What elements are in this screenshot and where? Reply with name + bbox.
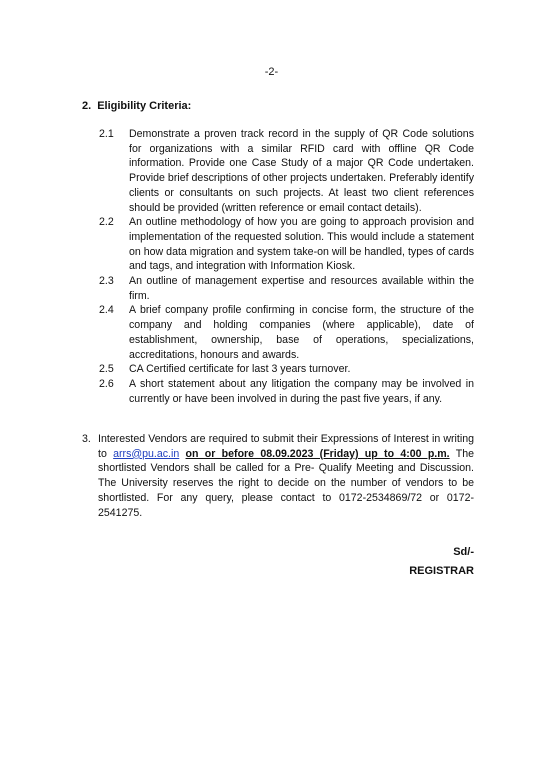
paragraph-body — [98, 432, 474, 520]
criteria-text: An outline of management expertise and resources available within the firm. — [129, 275, 474, 302]
criteria-item — [99, 127, 474, 215]
criteria-text: A short statement about any litigation the company may be involved in currently or have been involved in during the past five years, if any. — [129, 377, 474, 405]
criteria-number: 2.4 — [99, 304, 114, 317]
criteria-item — [99, 274, 474, 303]
paragraph-intro: Interested Vendors are required to submit their Expressions of Interest in writing to — [98, 433, 474, 460]
criteria-item — [99, 303, 474, 362]
signature-title: REGISTRAR — [409, 565, 474, 577]
signature-sd: Sd/- — [453, 546, 474, 558]
criteria-text: Demonstrate a proven track record in the supply of QR Code solutions for organizations with a similar RFID card with offline QR Code information. Provide one Case Study of a major QR Code undertaken. Provide brief descriptions of other projects undertaken. Preferably identify clients or consultants on such projects. At least two client references should be provided (written reference or email contact details). — [129, 128, 474, 214]
submission-deadline: on or before 08.09.2023 (Friday) up to 4:00 p.m. — [185, 447, 450, 460]
criteria-list — [99, 127, 474, 406]
paragraph-number: 3. — [82, 433, 91, 445]
criteria-number: 2.1 — [99, 128, 114, 140]
criteria-item — [99, 215, 474, 274]
criteria-text: CA Certified certificate for last 3 years turnover. — [129, 363, 351, 376]
criteria-item — [99, 362, 474, 377]
section-heading — [82, 100, 191, 112]
paragraph-details: The shortlisted Vendors shall be called for a Pre- Qualify Meeting and Discussion. The University reserves the right to decide on the number of vendors to be shortlisted. For any query, please contact to 0172-2534869/72 or 0172-2541275. — [98, 447, 474, 519]
criteria-item — [99, 377, 474, 406]
criteria-number: 2.5 — [99, 363, 114, 376]
criteria-number: 2.2 — [99, 216, 114, 229]
section-title: Eligibility Criteria: — [97, 100, 192, 112]
page-number: -2- — [264, 66, 279, 78]
criteria-text: An outline methodology of how you are going to approach provision and implementation of the requested solution. This would include a statement on how data migration and system take-on will be handled, types of cards and tags, and integration with Information Kiosk. — [129, 216, 474, 273]
section-number: 2. — [82, 100, 92, 112]
email-link[interactable]: arrs@pu.ac.in — [113, 447, 180, 460]
criteria-number: 2.3 — [99, 275, 114, 288]
signature-block — [409, 543, 474, 581]
vendor-submission-paragraph — [82, 432, 474, 520]
criteria-text: A brief company profile confirming in concise form, the structure of the company and holding companies (where applicable), date of establishment, ownership, base of operations, specializations, accreditations, honours and awards. — [129, 304, 474, 361]
criteria-number: 2.6 — [99, 377, 114, 390]
